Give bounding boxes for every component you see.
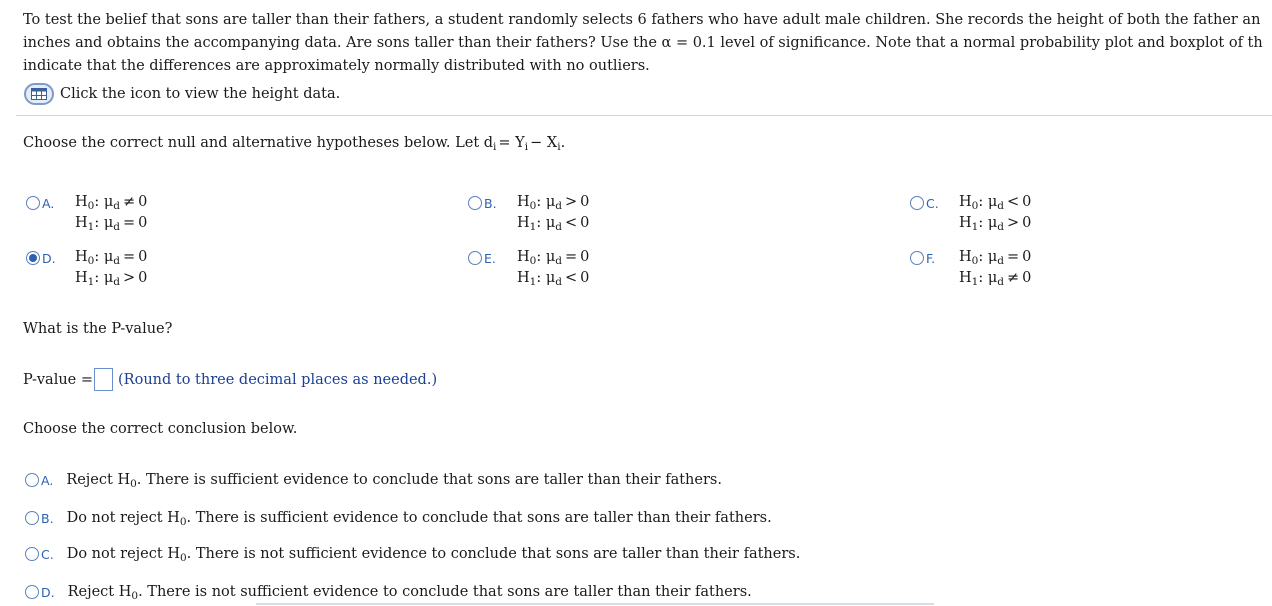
conclusion-option-c[interactable] [25, 546, 800, 562]
pvalue-row [23, 368, 437, 391]
option-letter: B. [41, 510, 54, 526]
problem-line: To test the belief that sons are taller than their fathers, a student randomly selects 6 fathers who have adult male children. She records the height of both the father an [23, 12, 1261, 28]
pvalue-hint: (Round to three decimal places as needed.) [118, 371, 438, 388]
section-divider [16, 115, 1272, 116]
alternative-hypothesis: $H_1$: $\mu_d \ne 0$ [959, 270, 1032, 288]
conclusion-option-a[interactable] [25, 472, 722, 488]
radio-button[interactable] [468, 196, 482, 210]
data-link-row[interactable] [24, 83, 340, 105]
null-hypothesis: $H_0$: $\mu_d \ne 0$ [75, 194, 148, 212]
radio-button[interactable] [26, 196, 40, 210]
null-hypothesis: $H_0$: $\mu_d < 0$ [959, 194, 1032, 212]
radio-button[interactable] [468, 251, 482, 265]
hypothesis-option-f[interactable] [910, 249, 1032, 288]
alternative-hypothesis: $H_1$: $\mu_d > 0$ [959, 215, 1032, 233]
radio-button[interactable] [25, 585, 39, 599]
null-hypothesis: $H_0$: $\mu_d = 0$ [959, 249, 1032, 267]
conclusion-text: Do not reject $H_0$. There is sufficient evidence to conclude that sons are taller than their fathers. [66, 510, 772, 528]
alternative-hypothesis: $H_1$: $\mu_d > 0$ [75, 270, 148, 288]
option-letter: D. [42, 250, 56, 266]
problem-statement [23, 9, 1263, 78]
option-letter: F. [926, 250, 936, 266]
conclusion-option-b[interactable] [25, 510, 772, 526]
radio-button[interactable] [26, 251, 40, 265]
radio-button[interactable] [25, 547, 39, 561]
alternative-hypothesis: $H_1$: $\mu_d < 0$ [517, 270, 590, 288]
hypothesis-option-b[interactable] [468, 194, 590, 233]
hypothesis-option-e[interactable] [468, 249, 590, 288]
alternative-hypothesis: $H_1$: $\mu_d = 0$ [75, 215, 148, 233]
data-table-icon[interactable] [24, 83, 54, 105]
problem-line: inches and obtains the accompanying data. Are sons taller than their fathers? Use the α = 0.1 level of significance. Note that a normal probability plot and boxplot of th [23, 35, 1263, 51]
radio-button[interactable] [25, 511, 39, 525]
conclusion-prompt: Choose the correct conclusion below. [23, 421, 298, 437]
hypothesis-option-a[interactable] [26, 194, 148, 233]
option-letter: C. [926, 195, 939, 211]
option-letter: E. [484, 250, 496, 266]
hypothesis-option-d[interactable] [26, 249, 148, 288]
conclusion-text: Reject $H_0$. There is sufficient evidence to conclude that sons are taller than their fathers. [66, 472, 722, 490]
pvalue-label: P-value = [23, 371, 94, 388]
hypotheses-prompt: Choose the correct null and alternative hypotheses below. Let $d_i = Y_i - X_i$. [23, 135, 566, 153]
data-link-text[interactable]: Click the icon to view the height data. [60, 86, 341, 102]
alternative-hypothesis: $H_1$: $\mu_d < 0$ [517, 215, 590, 233]
null-hypothesis: $H_0$: $\mu_d = 0$ [517, 249, 590, 267]
pvalue-input[interactable] [94, 368, 113, 391]
option-letter: A. [41, 472, 54, 488]
option-letter: C. [41, 546, 54, 562]
problem-line: indicate that the differences are approximately normally distributed with no outliers. [23, 58, 650, 74]
option-letter: A. [42, 195, 55, 211]
conclusion-option-d[interactable] [25, 584, 752, 600]
hypothesis-option-c[interactable] [910, 194, 1032, 233]
null-hypothesis: $H_0$: $\mu_d = 0$ [75, 249, 148, 267]
conclusion-text: Do not reject $H_0$. There is not sufficient evidence to conclude that sons are taller than their fathers. [66, 546, 801, 564]
null-hypothesis: $H_0$: $\mu_d > 0$ [517, 194, 590, 212]
radio-button[interactable] [910, 196, 924, 210]
radio-button[interactable] [910, 251, 924, 265]
focus-underline [256, 603, 934, 605]
option-letter: B. [484, 195, 497, 211]
option-letter: D. [41, 584, 55, 600]
conclusion-text: Reject $H_0$. There is not sufficient evidence to conclude that sons are taller than their fathers. [67, 584, 752, 602]
radio-button[interactable] [25, 473, 39, 487]
pvalue-question: What is the P-value? [23, 321, 173, 337]
